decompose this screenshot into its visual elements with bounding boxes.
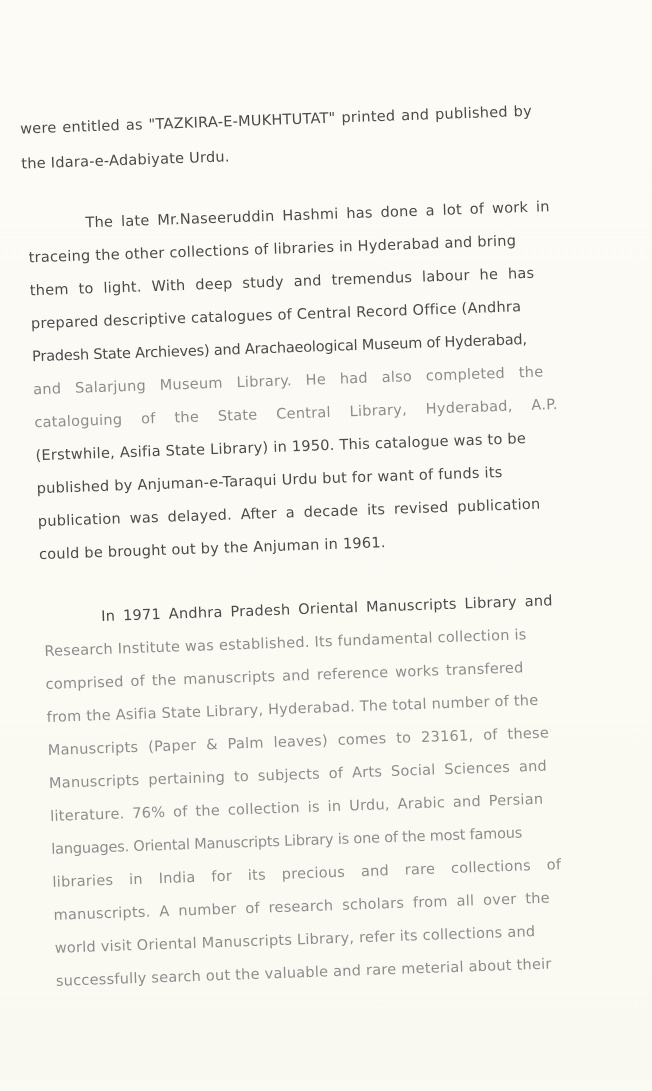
text-line: them to light. With deep study and tremendus labour he has — [29, 265, 535, 300]
text-line: Manuscripts (Paper & Palm leaves) comes to 23161, of these — [47, 725, 550, 759]
text-line: languages. Oriental Manuscripts Library is one of the most famous — [51, 825, 523, 858]
text-line: literature. 76% of the collection is in Urdu, Arabic and Persian — [49, 791, 544, 825]
paragraph-1 — [0, 0, 634, 173]
text-line: comprised of the manuscripts and reference works transfered — [45, 660, 524, 694]
text-line: were entitled as "TAZKIRA-E-MUKHTUTAT" printed and published by — [19, 103, 533, 138]
text-line: from the Asifia State Library, Hyderabad. The total number of the — [46, 692, 539, 727]
text-line: traceing the other collections of libraries in Hyderabad and bring — [28, 233, 517, 267]
text-line: and Salarjung Museum Library. He had also completed the — [33, 364, 544, 399]
text-line: Pradesh State Archieves) and Arachaeological Museum of Hyderabad, — [31, 332, 528, 366]
text-line: cataloguing of the State Central Library, Hyderabad, A.P. — [34, 396, 559, 432]
text-line: prepared descriptive catalogues of Central Record Office (Andhra — [30, 299, 522, 333]
text-line: could be brought out by the Anjuman in 1961. — [38, 535, 386, 564]
text-line: Research Institute was established. Its fundamental collection is — [44, 627, 527, 661]
text-line: manuscripts. A number of research scholars from all over the — [53, 890, 551, 924]
text-line: libraries in India for its precious and rare collections of — [52, 857, 562, 891]
text-line: In 1971 Andhra Pradesh Oriental Manuscripts Library and — [100, 593, 554, 626]
text-line: the Idara-e-Adabiyate Urdu. — [21, 149, 230, 173]
text-line: successfully search out the valuable and rare meterial about their — [55, 956, 552, 990]
text-line: world visit Oriental Manuscripts Library, refer its collections and — [54, 924, 536, 957]
text-line: Manuscripts pertaining to subjects of Arts Social Sciences and — [48, 758, 548, 792]
text-line: published by Anjuman-e-Taraqui Urdu but for want of funds its — [36, 464, 503, 498]
text-line: (Erstwhile, Asifia State Library) in 1950. This catalogue was to be — [35, 431, 527, 465]
text-line: publication was delayed. After a decade its revised publication — [37, 496, 541, 531]
text-line: The late Mr.Naseeruddin Hashmi has done a lot of work in — [85, 199, 550, 232]
